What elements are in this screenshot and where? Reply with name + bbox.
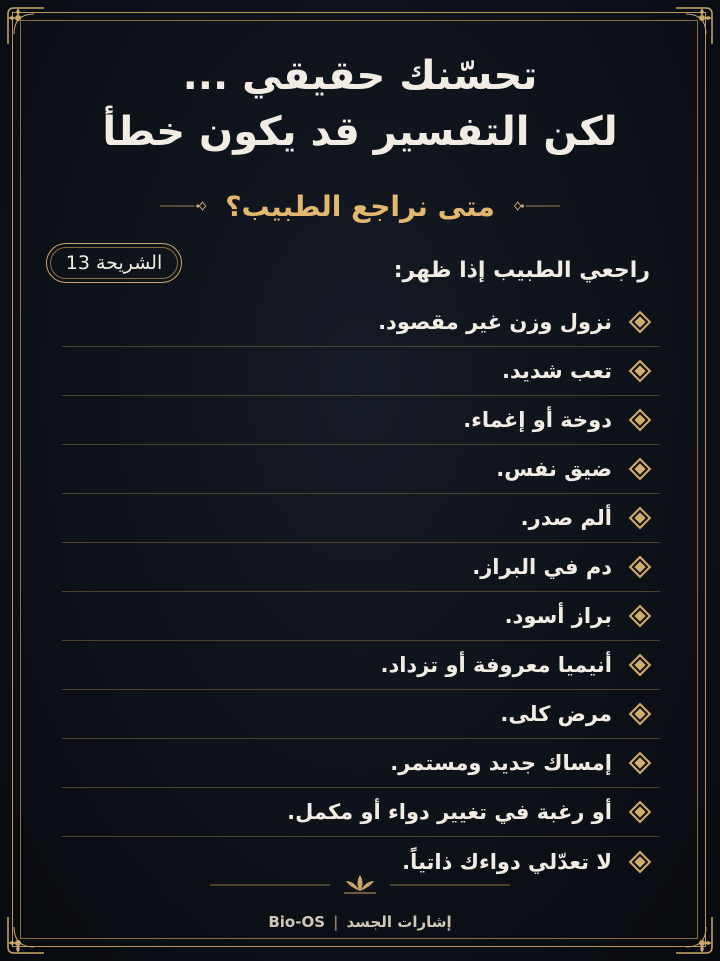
list-item <box>62 445 660 494</box>
page-title-line1: تحسّنك حقيقي ... <box>182 53 538 99</box>
corner-ornament-icon <box>4 4 50 50</box>
footer-brand-ar: إشارات الجسد <box>346 913 452 931</box>
diamond-bullet-icon <box>629 654 652 677</box>
diamond-bullet-icon <box>629 311 652 334</box>
list-item-text: ألم صدر. <box>520 506 612 530</box>
diamond-bullet-icon <box>629 556 652 579</box>
list-item <box>62 690 660 739</box>
divider-ornament-icon <box>513 199 560 213</box>
list-item <box>62 739 660 788</box>
list-item-text: مرض كلى. <box>500 702 612 726</box>
list-item <box>62 788 660 837</box>
footer-brand-en: Bio-OS <box>268 913 326 931</box>
list-item-text: تعب شديد. <box>501 359 612 383</box>
lotus-ornament-icon <box>340 873 380 895</box>
list-item <box>62 592 660 641</box>
list-item-text: لا تعدّلي دواءك ذاتياً. <box>402 849 612 874</box>
list-item-text: دوخة أو إغماء. <box>463 408 612 432</box>
list-item <box>62 396 660 445</box>
corner-ornament-icon <box>670 4 716 50</box>
footer-separator: | <box>333 913 339 931</box>
list-item-text: أو رغبة في تغيير دواء أو مكمل. <box>287 800 612 824</box>
list-item-text: دم في البراز. <box>472 555 612 579</box>
list-item-text: ضيق نفس. <box>496 457 612 481</box>
slide-number-badge <box>46 243 182 283</box>
subtitle: متى نراجع الطبيب؟ <box>225 189 495 223</box>
diamond-bullet-icon <box>629 507 652 530</box>
diamond-bullet-icon <box>629 458 652 481</box>
subtitle-row <box>160 186 560 226</box>
list-item <box>62 641 660 690</box>
intro-text: راجعي الطبيب إذا ظهر: <box>393 258 650 283</box>
list-item-text: أنيميا معروفة أو تزداد. <box>380 653 612 677</box>
diamond-bullet-icon <box>629 605 652 628</box>
list-item <box>62 347 660 396</box>
list-item <box>62 298 660 347</box>
footer-divider-icon <box>210 883 330 887</box>
diamond-bullet-icon <box>629 409 652 432</box>
symptom-list <box>62 298 660 886</box>
diamond-bullet-icon <box>629 703 652 726</box>
list-item-text: براز أسود. <box>504 604 612 628</box>
footer-divider-icon <box>390 883 510 887</box>
page-title-line2: لكن التفسير قد يكون خطأ <box>102 109 618 155</box>
slide-number-label: الشريحة 13 <box>65 252 163 274</box>
list-item <box>62 543 660 592</box>
list-item-text: نزول وزن غير مقصود. <box>378 310 612 334</box>
diamond-bullet-icon <box>629 752 652 775</box>
footer <box>0 913 720 931</box>
diamond-bullet-icon <box>629 360 652 383</box>
divider-ornament-icon <box>160 199 207 213</box>
diamond-bullet-icon <box>629 801 652 824</box>
diamond-bullet-icon <box>629 850 652 873</box>
list-item-text: إمساك جديد ومستمر. <box>390 751 612 775</box>
list-item <box>62 494 660 543</box>
